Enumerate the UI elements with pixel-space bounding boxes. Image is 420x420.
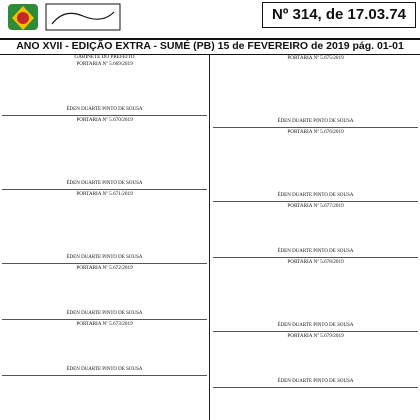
masthead <box>0 0 420 36</box>
issue-number: Nº 314, de 17.03.74 <box>262 2 416 28</box>
header-seal-icon <box>44 0 122 34</box>
ordinance-body <box>2 327 207 367</box>
ordinance-block <box>213 202 418 258</box>
ordinance-body <box>2 123 207 181</box>
ordinance-signature: ÉDEN DUARTE PINTO DE SOUSA <box>66 311 143 316</box>
left-column <box>2 54 207 420</box>
ordinance-title: PORTARIA Nº 5.676/2019 <box>287 129 344 135</box>
ordinance-title: PORTARIA Nº 5.671/2019 <box>76 191 133 197</box>
ordinance-signature: ÉDEN DUARTE PINTO DE SOUSA <box>66 107 143 112</box>
ordinance-title: PORTARIA Nº 5.677/2019 <box>287 203 344 209</box>
municipal-logo-icon <box>4 0 42 34</box>
ordinance-body <box>213 339 418 379</box>
ordinance-signature: ÉDEN DUARTE PINTO DE SOUSA <box>66 255 143 260</box>
cabinet-heading: GABINETE DO PREFEITO <box>74 54 135 60</box>
ordinance-signature: ÉDEN DUARTE PINTO DE SOUSA <box>277 323 354 328</box>
ordinance-title: PORTARIA Nº 5.670/2019 <box>76 117 133 123</box>
ordinance-title: PORTARIA Nº 5.672/2019 <box>76 265 133 271</box>
ordinance-signature: ÉDEN DUARTE PINTO DE SOUSA <box>66 181 143 186</box>
ordinance-block <box>213 54 418 128</box>
ordinance-body <box>213 209 418 249</box>
ordinance-body <box>2 197 207 255</box>
ordinance-body <box>2 67 207 107</box>
ordinance-block <box>2 320 207 376</box>
ordinance-title: PORTARIA Nº 5.669/2019 <box>76 61 133 67</box>
ordinance-block <box>2 264 207 320</box>
ordinance-signature: ÉDEN DUARTE PINTO DE SOUSA <box>277 379 354 384</box>
ordinance-block <box>213 128 418 202</box>
ordinance-body <box>213 265 418 323</box>
column-divider <box>209 54 210 420</box>
ordinance-block <box>213 258 418 332</box>
ordinance-body <box>213 61 418 119</box>
ordinance-title: PORTARIA Nº 5.673/2019 <box>76 321 133 327</box>
ordinance-title: PORTARIA Nº 5.675/2019 <box>287 55 344 61</box>
ordinance-block <box>2 116 207 190</box>
ordinance-body <box>213 135 418 193</box>
ordinance-title: PORTARIA Nº 5.679/2019 <box>287 333 344 339</box>
ordinance-columns <box>0 54 420 420</box>
ordinance-block <box>213 332 418 388</box>
ordinance-block <box>2 190 207 264</box>
ordinance-signature: ÉDEN DUARTE PINTO DE SOUSA <box>277 119 354 124</box>
ordinance-block <box>2 60 207 116</box>
ordinance-signature: ÉDEN DUARTE PINTO DE SOUSA <box>277 249 354 254</box>
ordinance-title: PORTARIA Nº 5.678/2019 <box>287 259 344 265</box>
ordinance-signature: ÉDEN DUARTE PINTO DE SOUSA <box>66 367 143 372</box>
ordinance-signature: ÉDEN DUARTE PINTO DE SOUSA <box>277 193 354 198</box>
ordinance-body <box>2 271 207 311</box>
edition-line: ANO XVII - EDIÇÃO EXTRA - SUMÉ (PB) 15 de FEVEREIRO de 2019 pág. 01-01 <box>0 38 420 55</box>
right-column <box>213 54 418 420</box>
